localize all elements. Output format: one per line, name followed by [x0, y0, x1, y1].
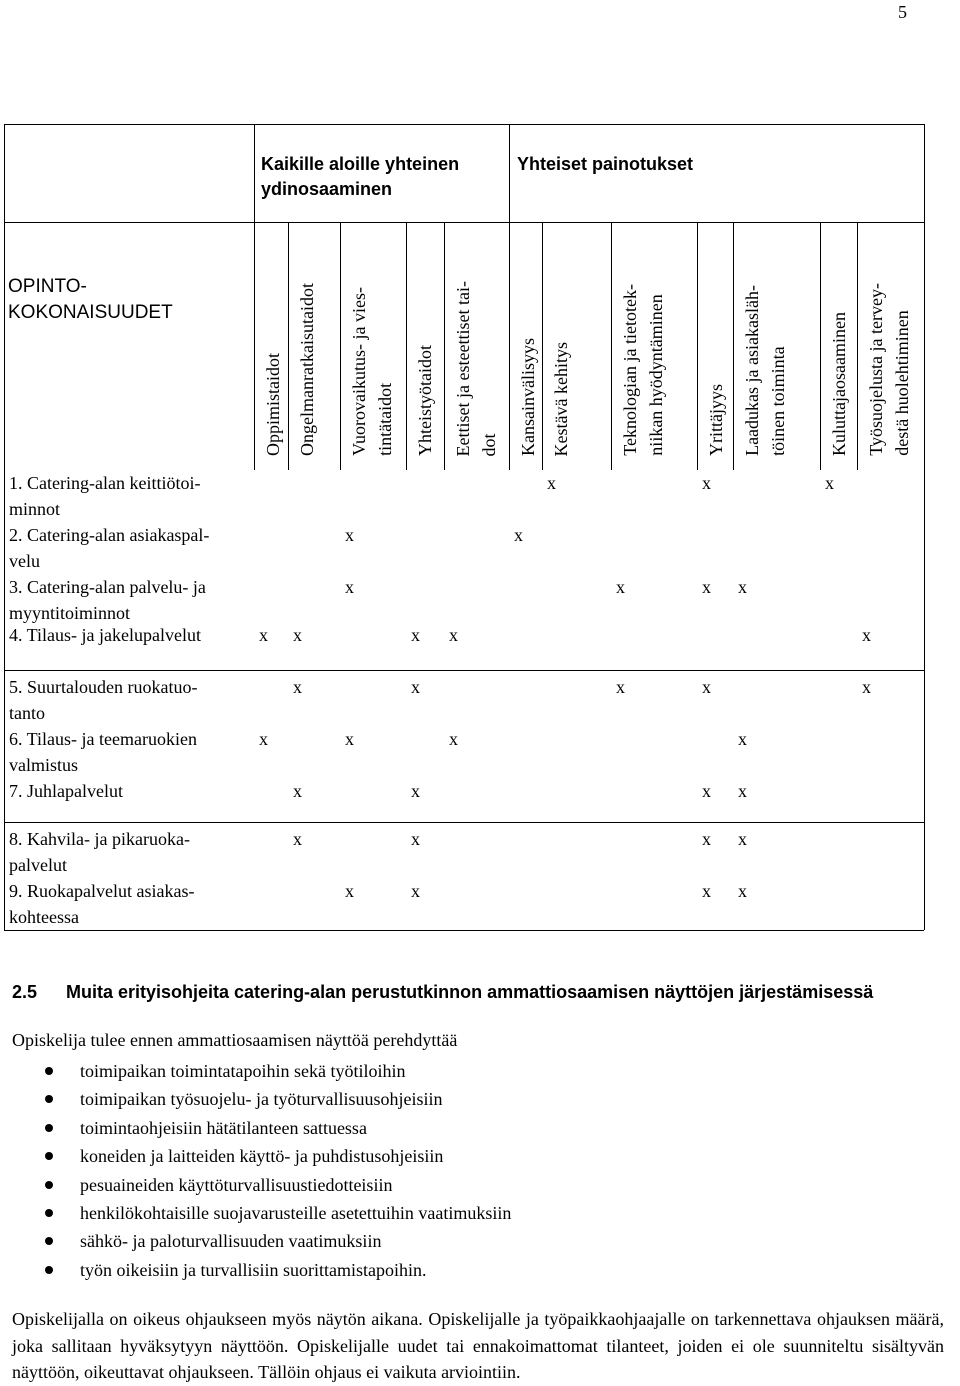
competency-mark: x — [616, 577, 625, 597]
study-unit-label-line: 3. Catering-alan palvelu- ja — [9, 577, 206, 597]
competency-header-line: Eettiset ja esteettiset tai- — [453, 280, 473, 456]
competency-mark: x — [702, 881, 711, 901]
table-column-divider — [733, 222, 734, 470]
study-unit-label-line: 6. Tilaus- ja teemaruokien — [9, 729, 197, 749]
competency-mark: x — [825, 473, 834, 493]
competency-header-line: Ongelmanratkaisutaidot — [297, 283, 317, 456]
list-item — [0, 1115, 511, 1143]
study-unit-label-line: minnot — [9, 499, 61, 519]
list-item-text: sähkö- ja paloturvallisuuden vaatimuksiin — [80, 1231, 382, 1252]
intro-text: Opiskelija tulee ennen ammattiosaamisen näyttöä perehdyttää — [12, 1030, 458, 1050]
competency-mark: x — [293, 829, 302, 849]
header-study-units-line: KOKONAISUUDET — [8, 302, 173, 323]
competency-mark: x — [411, 625, 420, 645]
study-unit-label — [9, 470, 249, 522]
section-number: 2.5 — [12, 982, 38, 1002]
bullet-icon — [45, 1209, 53, 1217]
section-title: Muita erityisohjeita catering-alan perustutkinnon ammattiosaamisen näyttöjen järjestämisessä — [66, 982, 874, 1002]
competency-header-line: Laadukas ja asiakasläh- — [742, 285, 762, 456]
table-column-divider — [509, 222, 510, 470]
competency-header-line: Kansainvälisyys — [518, 338, 538, 456]
competency-header-line: Yhteistyötaidot — [415, 345, 435, 456]
competency-header-line: Vuorovaikutus- ja vies- — [349, 287, 369, 456]
competency-mark: x — [738, 729, 747, 749]
competency-mark: x — [738, 881, 747, 901]
competency-mark: x — [702, 677, 711, 697]
competency-mark: x — [411, 781, 420, 801]
competency-header — [450, 281, 502, 456]
bullet-icon — [45, 1152, 53, 1160]
competency-header — [260, 353, 286, 456]
bullet-icon — [45, 1237, 53, 1245]
competency-mark: x — [345, 525, 354, 545]
study-unit-label — [9, 826, 249, 878]
competency-mark: x — [738, 577, 747, 597]
competency-header — [548, 342, 574, 456]
table-group-divider — [4, 930, 924, 931]
list-item — [0, 1143, 511, 1171]
study-unit-label — [9, 674, 249, 726]
list-item-text: henkilökohtaisille suojavarusteille asetettuihin vaatimuksiin — [80, 1202, 512, 1223]
table-column-divider — [611, 222, 612, 470]
competency-mark: x — [702, 473, 711, 493]
table-column-divider — [288, 222, 289, 470]
list-item-text: työn oikeisiin ja turvallisiin suorittamistapoihin. — [80, 1259, 427, 1280]
table-border-top — [4, 124, 924, 125]
list-item — [0, 1058, 511, 1086]
study-unit-label-line: valmistus — [9, 755, 79, 775]
competency-mark: x — [862, 677, 871, 697]
study-unit-label — [9, 726, 249, 778]
table-border-header — [4, 222, 924, 223]
competency-header-line: dot — [479, 432, 499, 456]
study-unit-label-line: 2. Catering-alan asiakaspal- — [9, 525, 210, 545]
competency-header — [346, 287, 398, 456]
competency-header — [515, 338, 541, 456]
list-item-text: koneiden ja laitteiden käyttö- ja puhdistusohjeisiin — [80, 1146, 444, 1167]
header-study-units — [8, 274, 173, 326]
study-unit-label-line: myyntitoiminnot — [9, 603, 131, 623]
table-group-divider — [4, 822, 924, 823]
study-unit-label-line: 8. Kahvila- ja pikaruoka- — [9, 829, 190, 849]
competency-mark: x — [293, 781, 302, 801]
competency-header — [739, 285, 791, 456]
table-column-divider — [340, 222, 341, 470]
competency-header — [294, 283, 320, 456]
header-common-emphasis: Yhteiset painotukset — [517, 154, 694, 174]
list-item-text: pesuaineiden käyttöturvallisuustiedotteisiin — [80, 1174, 393, 1195]
competency-mark: x — [411, 677, 420, 697]
study-unit-label-line: 4. Tilaus- ja jakelupalvelut — [9, 625, 201, 645]
list-item — [0, 1086, 511, 1114]
table-column-divider — [254, 222, 255, 470]
competency-mark: x — [702, 829, 711, 849]
study-unit-label-line: palvelut — [9, 855, 67, 875]
competency-mark: x — [616, 677, 625, 697]
study-unit-label-line: velu — [9, 551, 40, 571]
list-item-text: toimipaikan työsuojelu- ja työturvallisuusohjeisiin — [80, 1089, 443, 1110]
competency-mark: x — [862, 625, 871, 645]
list-item — [0, 1257, 511, 1285]
bullet-icon — [45, 1124, 53, 1132]
study-unit-label-line: 1. Catering-alan keittiötoi- — [9, 473, 201, 493]
table-column-divider — [444, 222, 445, 470]
table-column-divider — [820, 222, 821, 470]
table-column-divider — [542, 222, 543, 470]
competency-header — [826, 312, 852, 456]
competency-header-line: Työsuojelusta ja tervey- — [866, 283, 886, 456]
bullet-icon — [45, 1067, 53, 1075]
competency-header — [703, 384, 729, 456]
competency-header — [617, 284, 669, 456]
study-unit-label-line: tanto — [9, 703, 45, 723]
list-item — [0, 1200, 511, 1228]
competency-mark: x — [259, 729, 268, 749]
table-header-divider — [254, 124, 255, 222]
competency-mark: x — [345, 729, 354, 749]
study-unit-label — [9, 622, 249, 648]
competency-mark: x — [293, 625, 302, 645]
orientation-list — [0, 1058, 511, 1285]
competency-header-line: Kuluttajaosaaminen — [829, 312, 849, 456]
competency-mark: x — [514, 525, 523, 545]
study-unit-label-line: 9. Ruokapalvelut asiakas- — [9, 881, 195, 901]
competency-header-line: Yrittäjyys — [706, 384, 726, 456]
study-unit-label-line: 7. Juhlapalvelut — [9, 781, 123, 801]
header-core-competence: Kaikille aloille yhteinen ydinosaaminen — [261, 154, 460, 199]
competency-mark: x — [345, 577, 354, 597]
table-column-divider — [857, 222, 858, 470]
bullet-icon — [45, 1095, 53, 1103]
competency-mark: x — [259, 625, 268, 645]
table-border-left — [4, 124, 5, 930]
competency-header-line: niikan hyödyntäminen — [646, 294, 666, 456]
bullet-icon — [45, 1181, 53, 1189]
competency-header-line: töinen toiminta — [768, 346, 788, 456]
table-header-divider — [509, 124, 510, 222]
closing-paragraph: Opiskelijalla on oikeus ohjaukseen myös näytön aikana. Opiskelijalle ja työpaikkaohjaajalle on tarkennettava ohjauksen määrä, joka sallitaan hyväksytyyn näyttöön. Opiskelijalle uudet tai ennakoimattomat tilanteet, joiden ei ole suunniteltu sisältyvän näyttöön, oikeuttavat ohjaukseen. Tällöin ohjaus ei vaikuta arviointiin. — [12, 1309, 944, 1382]
competency-mark: x — [411, 829, 420, 849]
competency-header-line: Teknologian ja tietotek- — [620, 284, 640, 456]
list-item-text: toimintaohjeisiin hätätilanteen sattuessa — [80, 1117, 367, 1138]
section-heading — [12, 982, 873, 1003]
study-unit-label — [9, 878, 249, 930]
competency-mark: x — [449, 729, 458, 749]
competency-mark: x — [702, 781, 711, 801]
page-number: 5 — [898, 2, 907, 22]
table-column-divider — [697, 222, 698, 470]
study-unit-label — [9, 522, 249, 574]
bullet-icon — [45, 1266, 53, 1274]
competency-mark: x — [547, 473, 556, 493]
competency-mark: x — [738, 829, 747, 849]
table-group-divider — [4, 670, 924, 671]
competency-header-line: tintätaidot — [375, 383, 395, 456]
competency-mark: x — [345, 881, 354, 901]
list-item — [0, 1228, 511, 1256]
competency-mark: x — [738, 781, 747, 801]
list-item-text: toimipaikan toimintatapoihin sekä työtiloihin — [80, 1061, 406, 1081]
table-border-right — [924, 124, 925, 930]
list-item — [0, 1172, 511, 1200]
competency-mark: x — [293, 677, 302, 697]
competency-header — [863, 283, 915, 456]
competency-header-line: Kestävä kehitys — [551, 341, 571, 456]
competency-header — [412, 345, 438, 456]
header-study-units-line: OPINTO- — [8, 276, 87, 297]
study-unit-label-line: kohteessa — [9, 907, 79, 927]
study-unit-label — [9, 574, 249, 626]
competency-mark: x — [702, 577, 711, 597]
study-unit-label-line: 5. Suurtalouden ruokatuo- — [9, 677, 198, 697]
table-column-divider — [406, 222, 407, 470]
competency-mark: x — [449, 625, 458, 645]
competency-header-line: Oppimistaidot — [263, 353, 283, 456]
study-unit-label — [9, 778, 249, 804]
competency-header-line: destä huolehtiminen — [892, 310, 912, 456]
competency-mark: x — [411, 881, 420, 901]
